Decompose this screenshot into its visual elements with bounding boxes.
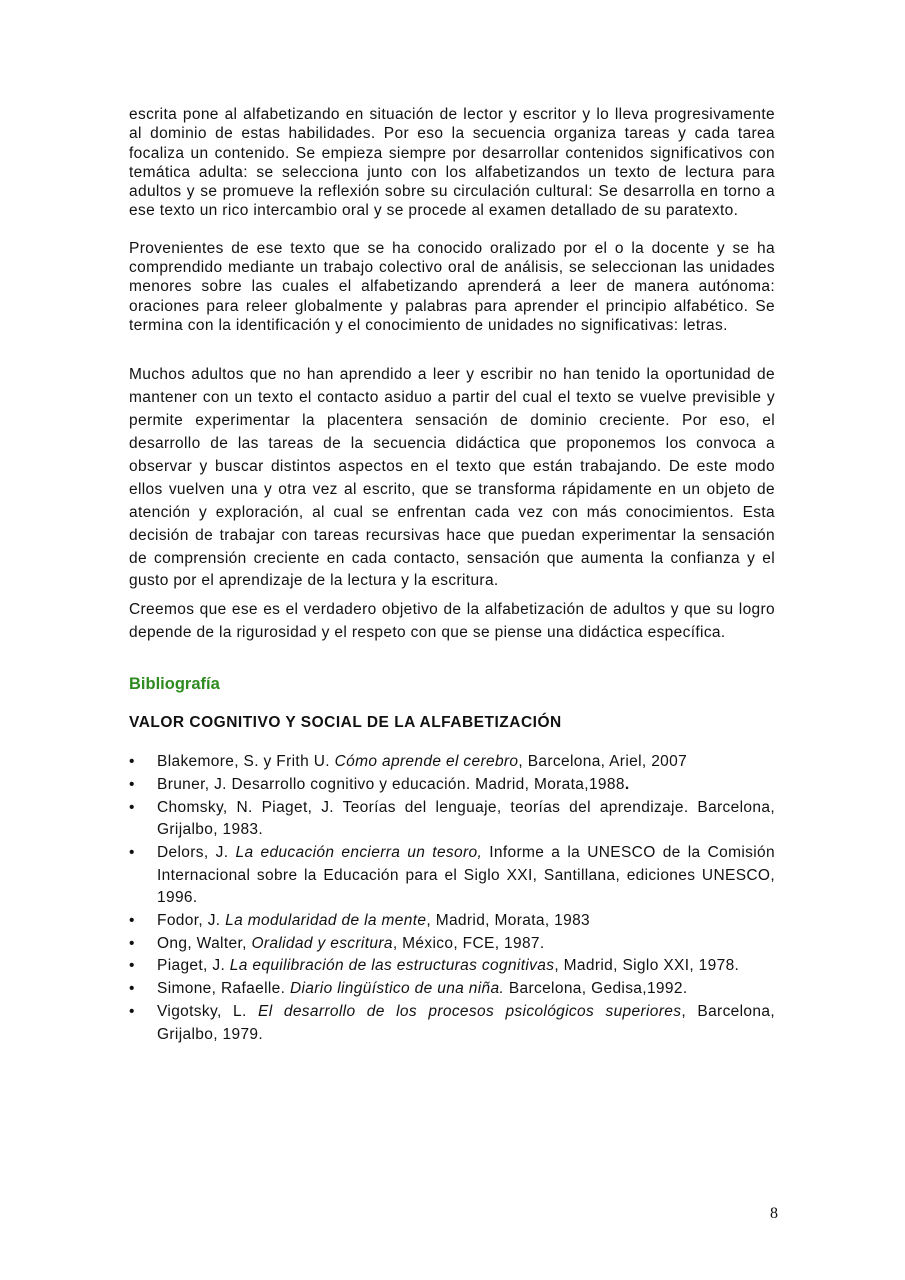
entry-text: Vigotsky, L. bbox=[157, 1002, 258, 1020]
entry-title: El desarrollo de los procesos psicológicos superiores bbox=[258, 1002, 682, 1020]
entry-details: , Barcelona, Grijalbo, 1979. bbox=[157, 1002, 776, 1043]
entry-text: Delors, J. bbox=[157, 843, 236, 861]
bibliography-entry bbox=[129, 933, 775, 956]
bullet-icon: • bbox=[129, 1002, 135, 1020]
bullet-icon: • bbox=[129, 912, 135, 930]
bibliography-entry bbox=[129, 978, 775, 1001]
entry-details: , México, FCE, 1987. bbox=[392, 934, 545, 952]
entry-title: Cómo aprende el cerebro bbox=[334, 753, 519, 771]
bullet-icon: • bbox=[129, 843, 135, 861]
entry-details: , Madrid, Siglo XXI, 1978. bbox=[554, 957, 740, 975]
bibliography-entry bbox=[129, 797, 775, 842]
bullet-icon: • bbox=[129, 957, 135, 975]
entry-text: Simone, Rafaelle. bbox=[157, 980, 290, 998]
paragraph-4: Creemos que ese es el verdadero objetivo de la alfabetización de adultos y que su logro depende de la rigurosidad y el respeto con que se piense una didáctica específica. bbox=[129, 601, 775, 642]
bibliography-subheading: VALOR COGNITIVO Y SOCIAL DE LA ALFABETIZACIÓN bbox=[129, 714, 562, 732]
bullet-icon: • bbox=[129, 934, 135, 952]
entry-title: La modularidad de la mente bbox=[225, 912, 427, 930]
entry-title: La equilibración de las estructuras cognitivas bbox=[229, 957, 555, 975]
entry-text: Ong, Walter, bbox=[157, 934, 252, 952]
bullet-icon: • bbox=[129, 775, 135, 793]
entry-title: La educación encierra un tesoro, bbox=[235, 843, 483, 861]
bibliography-heading: Bibliografía bbox=[129, 675, 220, 694]
entry-details: Informe a la UNESCO de la Comisión Internacional sobre la Educación para el Siglo XXI, Santillana, ediciones UNESCO, 1996. bbox=[157, 843, 775, 907]
paragraph-2: Provenientes de ese texto que se ha conocido oralizado por el o la docente y se ha comprendido mediante un trabajo colectivo oral de análisis, se seleccionan las unidades menores sobre las cuales el alfabetizando aprenderá a leer de manera autónoma: oraciones para releer globalmente y palabras para aprender el principio alfabético. Se termina con la identificación y el conocimiento de unidades no significativas: letras. bbox=[129, 239, 775, 334]
bullet-icon: • bbox=[129, 980, 135, 998]
entry-details: , Barcelona, Ariel, 2007 bbox=[518, 753, 688, 771]
bibliography-entry bbox=[129, 1001, 775, 1046]
bibliography-entry bbox=[129, 774, 775, 797]
page-number: 8 bbox=[770, 1205, 778, 1222]
entry-text: Fodor, J. bbox=[157, 912, 226, 930]
paragraph-3: Muchos adultos que no han aprendido a leer y escribir no han tenido la oportunidad de mantener con un texto el contacto asiduo a partir del cual el texto se vuelve previsible y permite experimentar la placentera sensación de dominio creciente. Por eso, el desarrollo de las tareas de la secuencia didáctica que proponemos los convoca a observar y buscar distintos aspectos en el texto que están trabajando. De este modo ellos vuelven una y otra vez al escrito, que se transforma rápidamente en un objeto de atención y exploración, al cual se enfrentan cada vez con más conocimientos. Esta decisión de trabajar con tareas recursivas hace que puedan experimentar la sensación de comprensión creciente en cada contacto, sensación que aumenta la confianza y el gusto por el aprendizaje de la lectura y la escritura. bbox=[129, 366, 775, 590]
entry-details: , Madrid, Morata, 1983 bbox=[426, 912, 591, 930]
bibliography-entry bbox=[129, 910, 775, 933]
bibliography-entry bbox=[129, 842, 775, 910]
page-content bbox=[129, 105, 775, 1046]
bibliography-list bbox=[129, 751, 775, 1046]
entry-title: Diario lingüístico de una niña. bbox=[289, 980, 505, 998]
bibliography-entry bbox=[129, 751, 775, 774]
entry-text: Chomsky, N. Piaget, J. Teorías del lenguaje, teorías del aprendizaje. Barcelona, Grijalbo, 1983. bbox=[157, 798, 775, 839]
entry-text: Piaget, J. bbox=[157, 957, 230, 975]
bibliography-entry bbox=[129, 955, 775, 978]
bullet-icon: • bbox=[129, 798, 135, 816]
entry-details: Barcelona, Gedisa,1992. bbox=[504, 980, 688, 998]
bullet-icon: • bbox=[129, 753, 135, 771]
entry-text: Bruner, J. Desarrollo cognitivo y educación. Madrid, Morata,1988 bbox=[157, 775, 625, 793]
paragraph-1: escrita pone al alfabetizando en situación de lector y escritor y lo lleva progresivamente al dominio de estas habilidades. Por eso la secuencia organiza tareas y cada tarea focaliza un contenido. Se empieza siempre por desarrollar contenidos significativos con temática adulta: se selecciona junto con los alfabetizandos un texto de lectura para adultos y se promueve la reflexión sobre su circulación cultural: Se desarrolla en torno a ese texto un rico intercambio oral y se procede al examen detallado de su paratexto. bbox=[129, 106, 775, 220]
entry-bold-tail: . bbox=[624, 775, 630, 793]
entry-text: Blakemore, S. y Frith U. bbox=[157, 753, 335, 771]
entry-title: Oralidad y escritura bbox=[251, 934, 393, 952]
